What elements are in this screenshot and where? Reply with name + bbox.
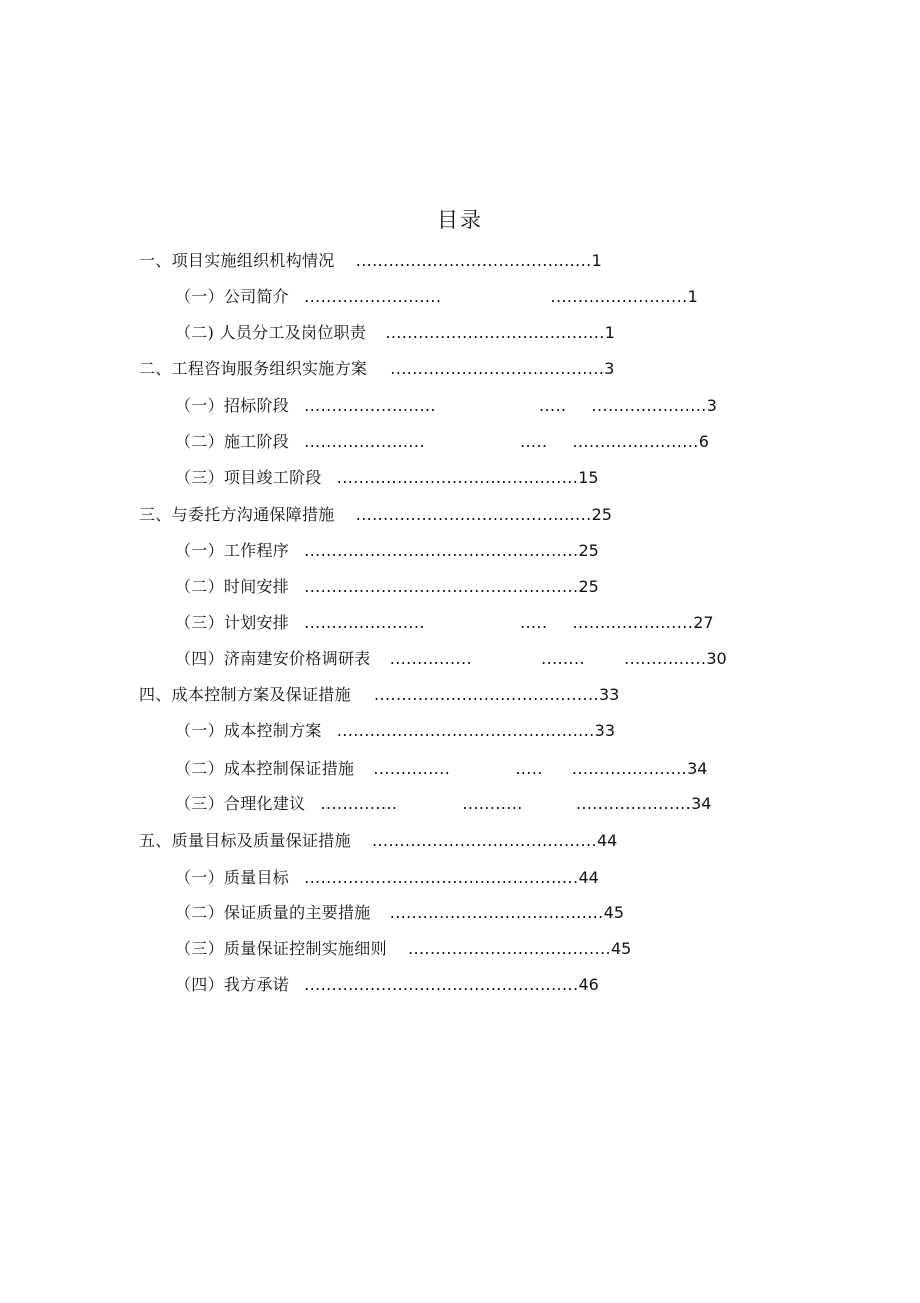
toc-entry-text: 四、成本控制方案及保证措施 <box>139 685 351 704</box>
page-number: 46 <box>578 975 599 994</box>
page-number: 3 <box>604 359 615 378</box>
toc-entry[interactable] <box>139 827 617 855</box>
page-number: 44 <box>578 868 599 887</box>
dot-leader: ......................................... <box>374 685 599 704</box>
toc-entry-text: （二）保证质量的主要措施 <box>175 903 371 922</box>
toc-entry-text: （一）公司简介 <box>175 287 290 306</box>
dot-leader: ..... <box>538 396 567 415</box>
toc-entry[interactable] <box>175 717 615 745</box>
toc-entry-text: 三、与委托方沟通保障措施 <box>139 505 335 524</box>
dot-leader: ......................... <box>304 287 442 306</box>
toc-entry-text: （一）质量目标 <box>175 868 290 887</box>
toc-entry-text: （一）工作程序 <box>175 541 290 560</box>
dot-leader: ....................................... <box>389 903 604 922</box>
dot-leader: ........................................... <box>355 505 592 524</box>
page-number: 1 <box>591 251 602 270</box>
toc-entry[interactable] <box>139 355 614 383</box>
dot-leader: ........................................ <box>385 323 605 342</box>
toc-entry-text: （二）成本控制保证措施 <box>175 759 355 778</box>
toc-entry-text: 一、项目实施组织机构情况 <box>139 251 335 270</box>
toc-entry[interactable] <box>175 645 727 673</box>
toc-entry[interactable] <box>175 899 624 927</box>
dot-leader: .............. <box>373 759 451 778</box>
toc-entry[interactable] <box>139 681 619 709</box>
toc-entry-text: （三）项目竣工阶段 <box>175 468 322 487</box>
page-number: 45 <box>603 903 625 922</box>
dot-leader: ...................... <box>304 613 425 632</box>
page-number: 15 <box>578 468 599 487</box>
page-number: 27 <box>693 613 714 632</box>
toc-entry-text: 五、质量目标及质量保证措施 <box>139 831 351 850</box>
toc-entry[interactable] <box>175 609 714 637</box>
toc-entry[interactable] <box>175 755 707 783</box>
dot-leader: ......................... <box>550 287 688 306</box>
dot-leader: ............... <box>389 649 472 668</box>
toc-entry-text: （一）招标阶段 <box>175 396 290 415</box>
toc-entry[interactable] <box>175 428 709 456</box>
toc-entry[interactable] <box>175 464 599 492</box>
page-number: 44 <box>596 831 618 850</box>
toc-entry[interactable] <box>175 392 717 420</box>
page-number: 45 <box>610 939 632 958</box>
toc-entry-text: （二）时间安排 <box>175 577 290 596</box>
page-number: 1 <box>604 323 615 342</box>
dot-leader: ....................................... <box>390 359 605 378</box>
dot-leader: ........... <box>462 794 523 813</box>
toc-entry-text: （二）施工阶段 <box>175 432 290 451</box>
dot-leader: .................................................. <box>304 541 579 560</box>
page-number: 25 <box>591 505 612 524</box>
dot-leader: ........................ <box>304 396 436 415</box>
dot-leader: ...................... <box>572 613 694 632</box>
toc-entry-text: （一）成本控制方案 <box>175 721 322 740</box>
dot-leader: ..................... <box>591 396 707 415</box>
page-number: 34 <box>687 759 708 778</box>
dot-leader: ..................................... <box>408 939 611 958</box>
toc-entry[interactable] <box>175 971 599 999</box>
page-number: 33 <box>594 721 615 740</box>
page-title: 目录 <box>437 208 483 232</box>
toc-entry-text: （三）计划安排 <box>175 613 290 632</box>
page-number: 1 <box>687 287 698 306</box>
toc-entry[interactable] <box>139 501 612 529</box>
toc-entry-text: （四）我方承诺 <box>175 975 290 994</box>
dot-leader: ....................... <box>572 432 699 451</box>
dot-leader: ..................... <box>575 794 692 813</box>
toc-entry-text: （四）济南建安价格调研表 <box>175 649 371 668</box>
dot-leader: ............... <box>624 649 707 668</box>
dot-leader: .................................................. <box>304 868 579 887</box>
toc-entry[interactable] <box>175 537 599 565</box>
page-number: 34 <box>691 794 712 813</box>
dot-leader: .............. <box>320 794 398 813</box>
toc-entry-text: （三）质量保证控制实施细则 <box>175 939 387 958</box>
dot-leader: .................................................. <box>304 975 579 994</box>
dot-leader: ..... <box>520 613 548 632</box>
toc-entry[interactable] <box>175 935 631 963</box>
toc-entry[interactable] <box>175 573 599 601</box>
toc-entry[interactable] <box>175 319 615 347</box>
dot-leader: ..................... <box>571 759 688 778</box>
toc-entry[interactable] <box>175 790 711 818</box>
dot-leader: ...................... <box>304 432 425 451</box>
page-number: 30 <box>706 649 727 668</box>
toc-entry[interactable] <box>175 864 599 892</box>
toc-entry[interactable] <box>175 283 698 311</box>
dot-leader: ........................................... <box>355 251 592 270</box>
toc-entry-text: （三）合理化建议 <box>175 794 306 813</box>
page-number: 3 <box>706 396 717 415</box>
page-number: 6 <box>698 432 709 451</box>
dot-leader: ..... <box>515 759 543 778</box>
dot-leader: ..... <box>520 432 548 451</box>
page-number: 33 <box>598 685 620 704</box>
dot-leader: ............................................... <box>336 721 595 740</box>
dot-leader: .................................................. <box>304 577 579 596</box>
page-number: 25 <box>578 541 599 560</box>
toc-entry-text: （二) 人员分工及岗位职责 <box>175 323 367 342</box>
page-number: 25 <box>578 577 599 596</box>
toc-entry[interactable] <box>139 247 602 275</box>
dot-leader: ......................................... <box>372 831 597 850</box>
dot-leader: ............................................ <box>336 468 579 487</box>
toc-entry-text: 二、工程咨询服务组织实施方案 <box>139 359 368 378</box>
dot-leader: ........ <box>541 649 585 668</box>
